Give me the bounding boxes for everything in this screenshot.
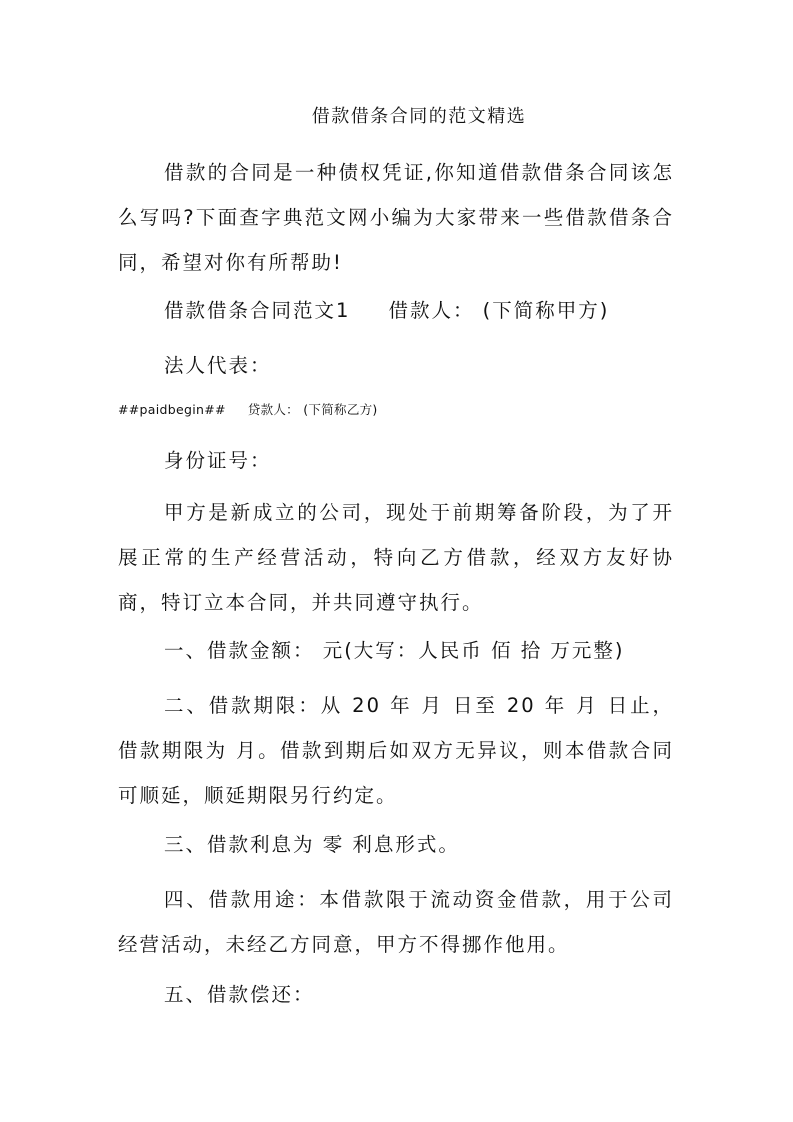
clause-interest: 三、借款利息为 零 利息形式。 <box>164 833 460 856</box>
clause-purpose: 四、借款用途：本借款限于流动资金借款，用于公司经营活动，未经乙方同意，甲方不得挪作他用。 <box>118 888 674 956</box>
sample-label: 借款借条合同范文 <box>164 299 337 322</box>
clause-repayment: 五、借款偿还： <box>164 983 315 1006</box>
document-title: 借款借条合同的范文精选 <box>311 106 527 127</box>
paid-marker: ##paidbegin## <box>118 402 226 417</box>
clause-term: 二、借款期限：从 20 年 月 日至 20 年 月 日止，借款期限为 月。借款到期后如双方无异议，则本借款合同可顺延，顺延期限另行约定。 <box>118 694 674 807</box>
lender-line: 借款人： (下简称甲方) <box>388 299 610 322</box>
preamble-paragraph: 甲方是新成立的公司，现处于前期筹备阶段，为了开展正常的生产经营活动，特向乙方借款，经双方友好协商，特订立本合同，并共同遵守执行。 <box>118 501 674 614</box>
id-number-line: 身份证号： <box>164 449 272 472</box>
clause-amount: 一、借款金额： 元(大写：人民币 佰 拾 万元整) <box>164 639 625 662</box>
legal-representative-line: 法人代表： <box>164 354 272 377</box>
sample-heading-line <box>164 296 609 326</box>
intro-paragraph: 借款的合同是一种债权凭证,你知道借款借条合同该怎么写吗?下面查字典范文网小编为大家带来一些借款借条合同，希望对你有所帮助! <box>118 161 674 274</box>
borrower-line: 贷款人： (下简称乙方) <box>247 402 378 417</box>
paid-marker-line <box>118 401 378 419</box>
sample-number: 1 <box>336 299 351 322</box>
